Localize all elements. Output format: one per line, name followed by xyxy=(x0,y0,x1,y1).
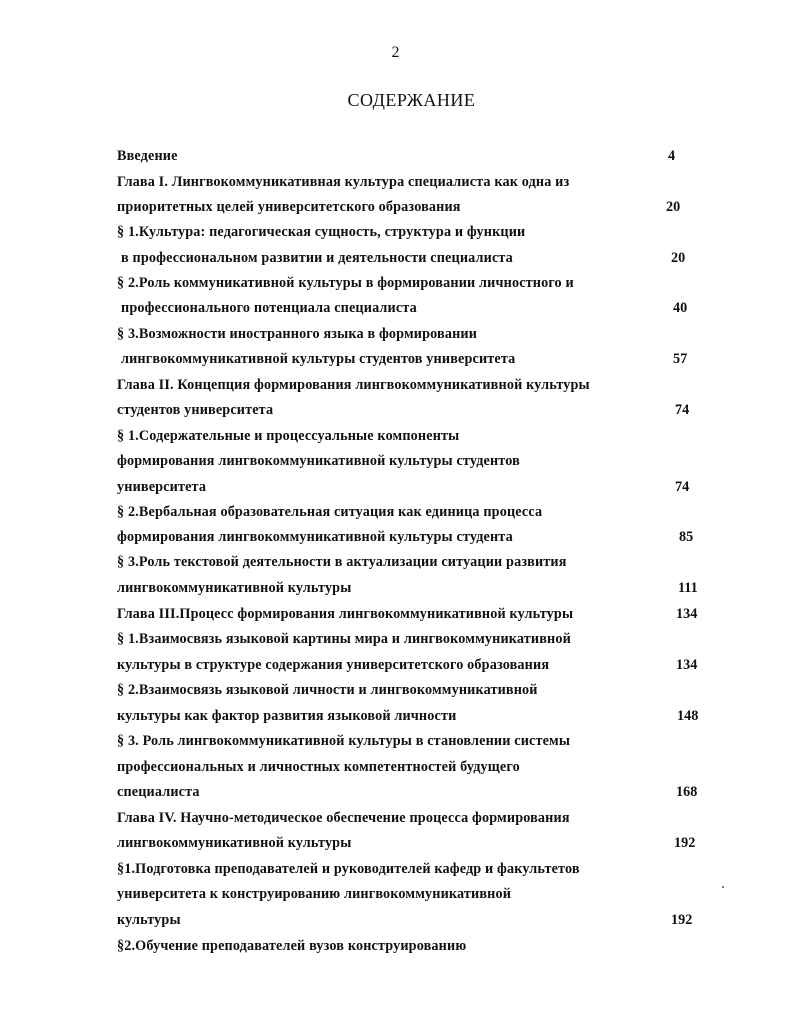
page-ref: 20 xyxy=(666,199,681,215)
toc-line: формирования лингвокоммуникативной культуры студентов xyxy=(117,453,520,469)
toc-title: СОДЕРЖАНИЕ xyxy=(347,90,476,110)
toc-line: Глава IV. Научно-методическое обеспечение процесса формирования xyxy=(117,810,570,826)
toc-line: культуры xyxy=(117,912,181,928)
page-ref: 134 xyxy=(676,606,698,622)
toc-line: приоритетных целей университетского образования xyxy=(117,199,461,215)
toc-line: университета xyxy=(117,479,207,495)
page-ref: 192 xyxy=(671,912,693,928)
page-ref: 111 xyxy=(678,580,698,596)
toc-line: § 1.Взаимосвязь языковой картины мира и лингвокоммуникативной xyxy=(117,631,571,647)
page-ref: 57 xyxy=(673,351,688,367)
toc-line: формирования лингвокоммуникативной культуры студента xyxy=(117,529,513,545)
toc-line: §2.Обучение преподавателей вузов конструированию xyxy=(117,938,467,954)
toc-line: лингвокоммуникативной культуры xyxy=(117,580,352,596)
toc-line: специалиста xyxy=(117,784,200,800)
toc-line: § 1.Культура: педагогическая сущность, структура и функции xyxy=(117,224,526,240)
page-ref: 148 xyxy=(677,708,699,724)
toc-line: § 2.Вербальная образовательная ситуация как единица процесса xyxy=(117,504,543,520)
page-ref: 192 xyxy=(674,835,696,851)
toc-line: профессионального потенциала специалиста xyxy=(121,300,417,316)
toc-line: §1.Подготовка преподавателей и руководителей кафедр и факультетов xyxy=(117,861,580,877)
toc-line: § 2.Взаимосвязь языковой личности и лингвокоммуникативной xyxy=(117,682,538,698)
toc-line: Глава III.Процесс формирования лингвокоммуникативной культуры xyxy=(117,606,574,622)
toc-line: университета к конструированию лингвокоммуникативной xyxy=(117,886,512,902)
toc-line: Глава II. Концепция формирования лингвокоммуникативной культуры xyxy=(117,377,590,393)
toc-line: культуры как фактор развития языковой личности xyxy=(117,708,457,724)
page-ref: 40 xyxy=(673,300,688,316)
toc-line: § 3.Возможности иностранного языка в формировании xyxy=(117,326,478,342)
page-ref: 134 xyxy=(676,657,698,673)
toc-line: § 2.Роль коммуникативной культуры в формировании личностного и xyxy=(117,275,574,291)
toc-line: Введение xyxy=(117,148,178,164)
toc-line: § 3.Роль текстовой деятельности в актуализации ситуации развития xyxy=(117,554,567,570)
toc-line: лингвокоммуникативной культуры студентов университета xyxy=(121,351,516,367)
page-ref: 20 xyxy=(671,250,686,266)
scan-speck xyxy=(722,886,724,888)
page-ref: 74 xyxy=(675,402,690,418)
toc-line: культуры в структуре содержания университетского образования xyxy=(117,657,550,673)
page-ref: 85 xyxy=(679,529,694,545)
page-ref: 168 xyxy=(676,784,698,800)
toc-line: лингвокоммуникативной культуры xyxy=(117,835,352,851)
page-ref: 4 xyxy=(668,148,676,164)
toc-line: § 3. Роль лингвокоммуникативной культуры в становлении системы xyxy=(117,733,571,749)
page-ref: 74 xyxy=(675,479,690,495)
toc-line: § 1.Содержательные и процессуальные компоненты xyxy=(117,428,460,444)
toc-line: студентов университета xyxy=(117,402,274,418)
toc-line: Глава I. Лингвокоммуникативная культура специалиста как одна из xyxy=(117,174,570,190)
page-number: 2 xyxy=(391,44,400,61)
toc-line: профессиональных и личностных компетентностей будущего xyxy=(117,759,520,775)
toc-line: в профессиональном развитии и деятельности специалиста xyxy=(121,250,513,266)
